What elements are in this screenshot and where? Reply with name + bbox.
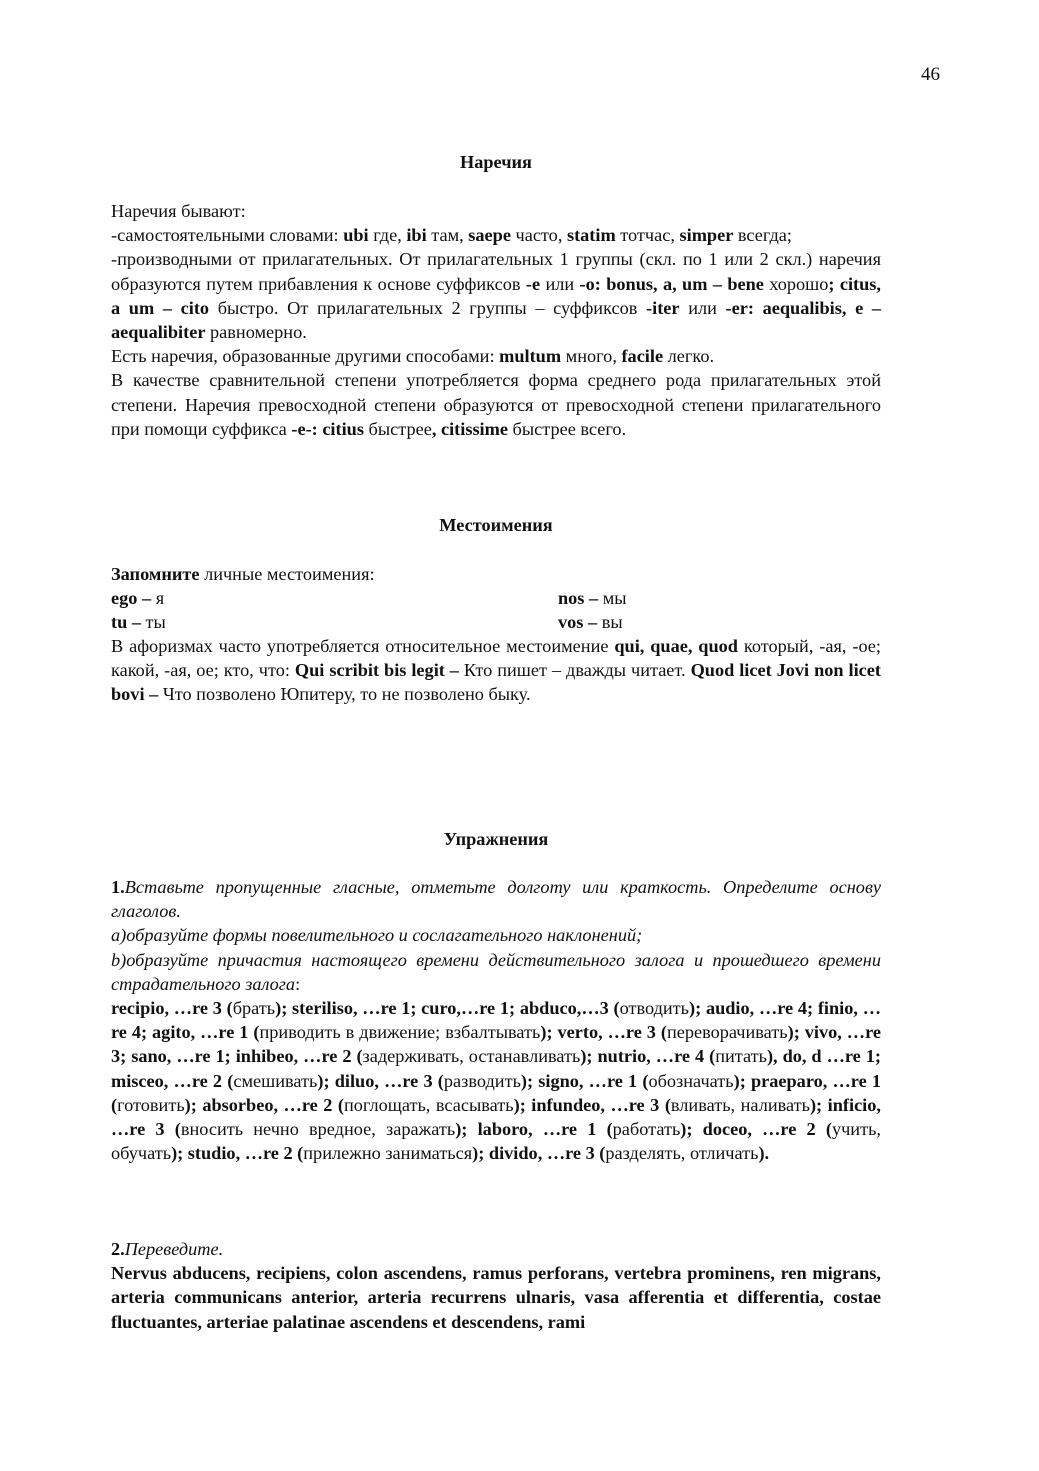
pronoun-row: tu – ты vos – вы [111,612,623,633]
exercise-1 [111,875,881,1165]
exercise-1-instruction-b: b)образуйте причастия настоящего времени действительного залога и прошедшего времени страдательного залога: [111,949,881,994]
section-heading-pronouns: Местоимения [439,515,553,535]
exercise-2-instruction: 2.Переведите. [111,1239,224,1259]
exercise-1-verbs: recipio, …re 3 (брать); steriliso, …re 1; curo,…re 1; abduco,…3 (отводить); audio, …re 4; finio, …re 4; agito, …re 1 (приводить в движение; взбалтывать); verto, …re 3 (переворачивать); vivo, …re 3; sano, …re 1; inhibeo, …re 2 (задерживать, останавливать); nutrio, …re 4 (питать), do, d …re 1; misceo, …re 2 (смешивать); diluo, …re 3 (разводить); signo, …re 1 (обозначать); praeparo, …re 1 (готовить); absorbeo, …re 2 (поглощать, всасывать); infundeo, …re 3 (вливать, наливать); inficio, …re 3 (вносить нечно вредное, заражать); laboro, …re 1 (работать); doceo, …re 2 (учить, обучать); studio, …re 2 (прилежно заниматься); divido, …re 3 (разделять, отличать). [111,998,882,1164]
section-heading-exercises: Упражнения [443,829,549,849]
adverbs-paragraph-4: В качестве сравнительной степени употребляется форма среднего рода прилагательных этой степени. Наречия превосходной степени образуются от превосходной степени прилагательного при помощи суффикса -e-: citius быстрее, citissime быстрее всего. [111,370,881,439]
adverbs-intro: Наречия бывают: [111,201,246,221]
exercise-2-text: Nervus abducens, recipiens, colon ascendens, ramus perforans, vertebra prominens, ren migrans, arteria communicans anterior, arteria recurrens ulnaris, vasa afferentia et differentia, costae fluctuantes, arteriae palatinae ascendens et descendens, rami [111,1263,881,1332]
adverbs-body [111,199,881,441]
adverbs-paragraph-1: -самостоятельными словами: ubi где, ibi там, saepe часто, statim тотчас, simper всегда; [111,225,792,246]
pronoun-table [111,586,881,634]
exercise-1-instruction-a: a)образуйте формы повелительного и сослагательного наклонений; [111,925,643,946]
exercise-2 [111,1237,881,1334]
pronouns-remember: Запомните личные местоимения: [111,564,375,584]
adverbs-paragraph-3: Есть наречия, образованные другими способами: multum много, facile легко. [111,346,715,367]
exercise-1-instruction: 1.Вставьте пропущенные гласные, отметьте долготу или краткость. Определите основу глаголов. [111,877,881,922]
adverbs-paragraph-2: -производными от прилагательных. От прилагательных 1 группы (скл. по 1 или 2 скл.) наречия образуются путем прибавления к основе суффиксов -e или -o: bonus, a, um – bene хорошо; citus, a um – cito быстро. От прилагательных 2 группы – суффиксов -iter или -er: aequalibis, e – aequalibiter равномерно. [111,249,881,343]
pronouns-paragraph: В афоризмах часто употребляется относительное местоимение qui, quae, quod который, -ая, -ое; какой, -ая, ое; кто, что: Qui scribit bis legit – Кто пишет – дважды читает. Quod licet Jovi non licet bovi – Что позволено Юпитеру, то не позволено быку. [111,636,882,705]
page-number: 46 [921,64,940,85]
section-heading-adverbs: Наречия [460,152,532,172]
pronoun-row: ego – я nos – мы [111,588,627,608]
